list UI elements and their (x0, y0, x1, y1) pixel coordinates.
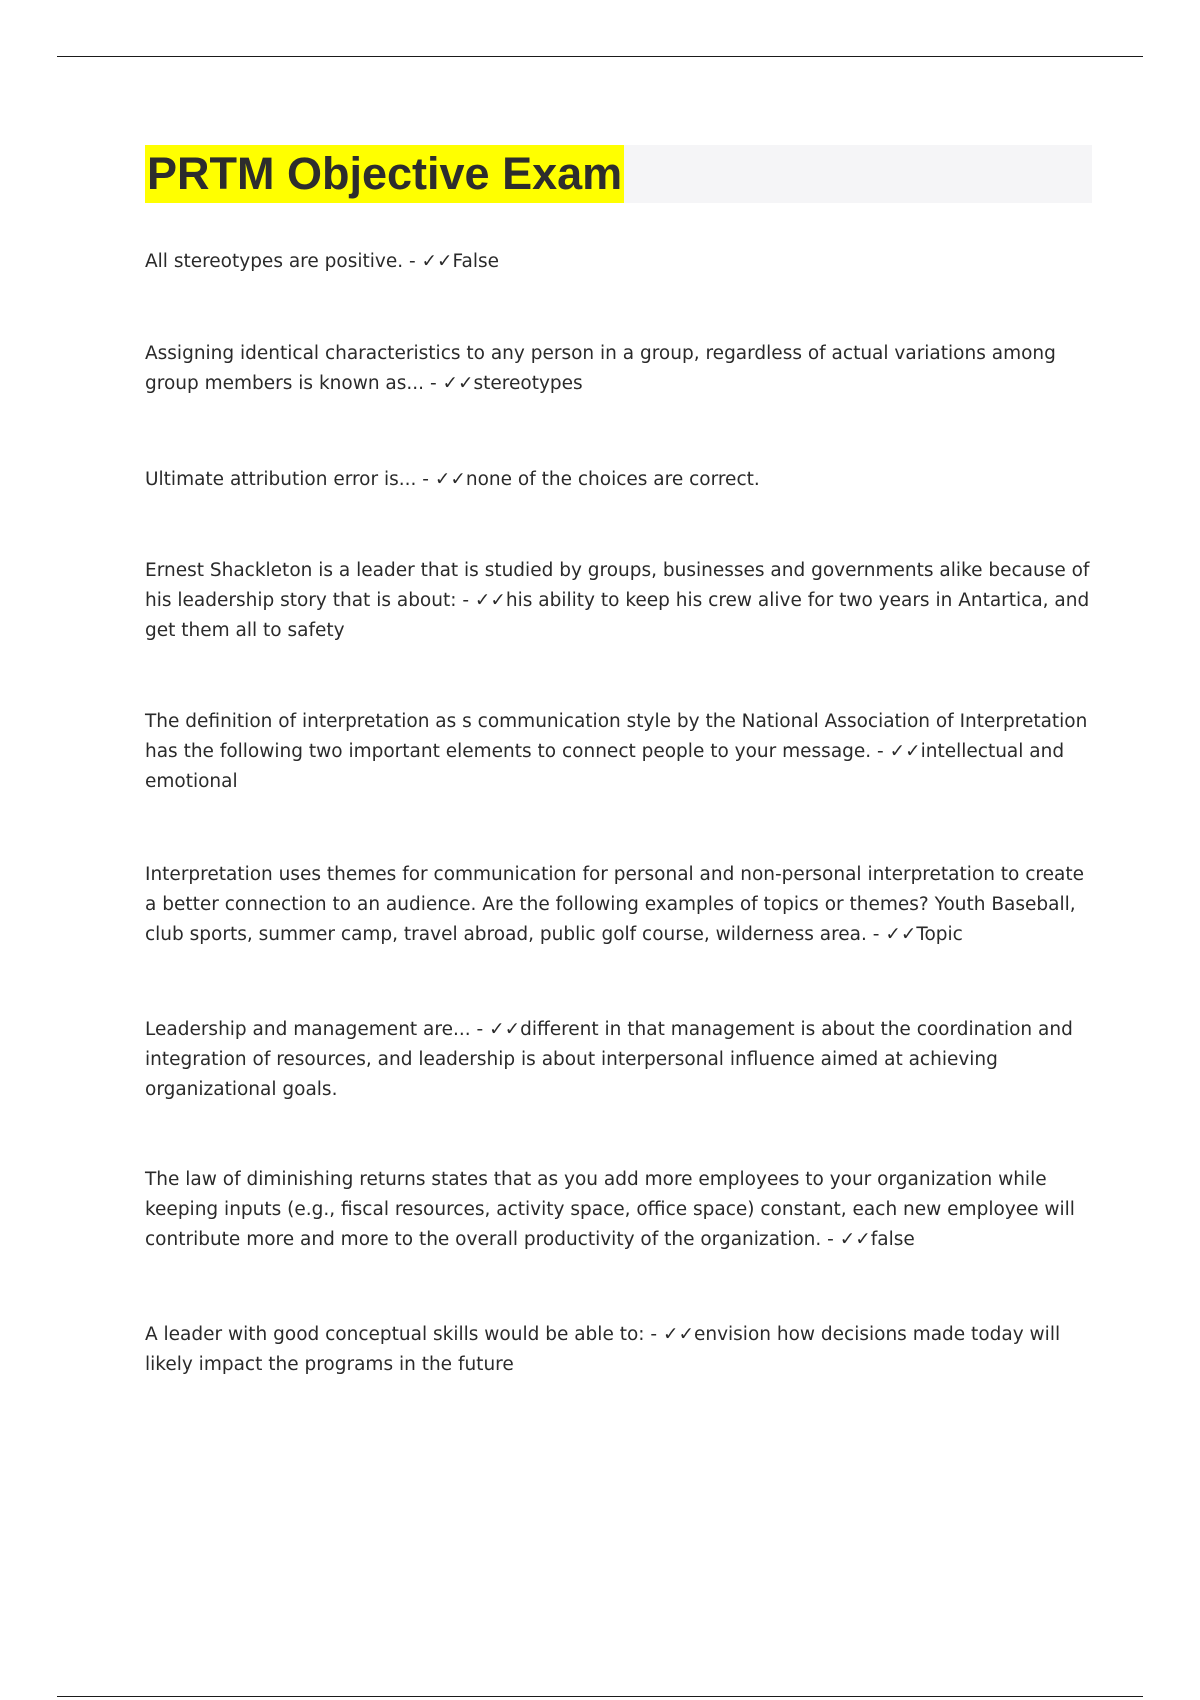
question-text: Ultimate attribution error is... (145, 469, 417, 490)
qa-item (145, 1320, 1095, 1380)
answer-text: none of the choices are correct. (465, 469, 760, 490)
double-check-icon: ✓✓ (421, 251, 453, 272)
qa-item (145, 556, 1095, 646)
qa-item (145, 247, 1095, 277)
question-text: Leadership and management are... (145, 1019, 471, 1040)
top-rule (57, 56, 1143, 57)
answer-text: Topic (916, 924, 963, 945)
double-check-icon: ✓✓ (434, 469, 466, 490)
double-check-icon: ✓✓ (442, 373, 474, 394)
answer-text: different in that management is about the coordination and integration of resources, and leadership is about interpersonal influence aimed at achieving organizational goals. (145, 1019, 1073, 1100)
separator: - (470, 1019, 490, 1040)
qa-item (145, 339, 1095, 399)
answer-text: stereotypes (473, 373, 583, 394)
qa-item (145, 1165, 1095, 1255)
separator: - (644, 1324, 663, 1345)
question-text: All stereotypes are positive. (145, 251, 404, 272)
separator: - (821, 1229, 840, 1250)
answer-text: intellectual and emotional (145, 741, 1065, 792)
qa-item (145, 860, 1095, 950)
separator: - (403, 251, 422, 272)
double-check-icon: ✓✓ (889, 741, 921, 762)
separator: - (424, 373, 443, 394)
question-text: Assigning identical characteristics to any person in a group, regardless of actual variations among group members is known as... (145, 343, 1056, 394)
separator: - (866, 924, 886, 945)
answer-text: false (870, 1229, 915, 1250)
page-title: PRTM Objective Exam (145, 145, 624, 203)
answer-text: his ability to keep his crew alive for two years in Antartica, and get them all to safety (145, 590, 1090, 641)
answer-text: envision how decisions made today will likely impact the programs in the future (145, 1324, 1061, 1375)
double-check-icon: ✓✓ (474, 590, 506, 611)
question-text: Ernest Shackleton is a leader that is studied by groups, businesses and governments alike because of his leadership story that is about: (145, 560, 1090, 611)
qa-item (145, 1015, 1095, 1105)
bottom-rule (57, 1696, 1143, 1697)
double-check-icon: ✓✓ (489, 1019, 521, 1040)
question-text: A leader with good conceptual skills would be able to: (145, 1324, 645, 1345)
double-check-icon: ✓✓ (662, 1324, 694, 1345)
question-text: The law of diminishing returns states that as you add more employees to your organization while keeping inputs (e.g., fiscal resources, activity space, office space) constant, each new employee will contribute more and more to the overall productivity of the organization. (145, 1169, 1075, 1250)
question-text: The definition of interpretation as s communication style by the National Association of Interpretation has the following two important elements to connect people to your message. (145, 711, 1088, 762)
question-text: Interpretation uses themes for communication for personal and non-personal interpretation to create a better connection to an audience. Are the following examples of topics or themes? Youth Baseball, club sports, summer camp, travel abroad, public golf course, wilderness area. (145, 864, 1084, 945)
separator: - (416, 469, 435, 490)
qa-item (145, 465, 1095, 495)
separator: - (871, 741, 890, 762)
double-check-icon: ✓✓ (885, 924, 917, 945)
answer-text: False (452, 251, 499, 272)
double-check-icon: ✓✓ (839, 1229, 871, 1250)
qa-item (145, 707, 1095, 797)
separator: - (456, 590, 475, 611)
